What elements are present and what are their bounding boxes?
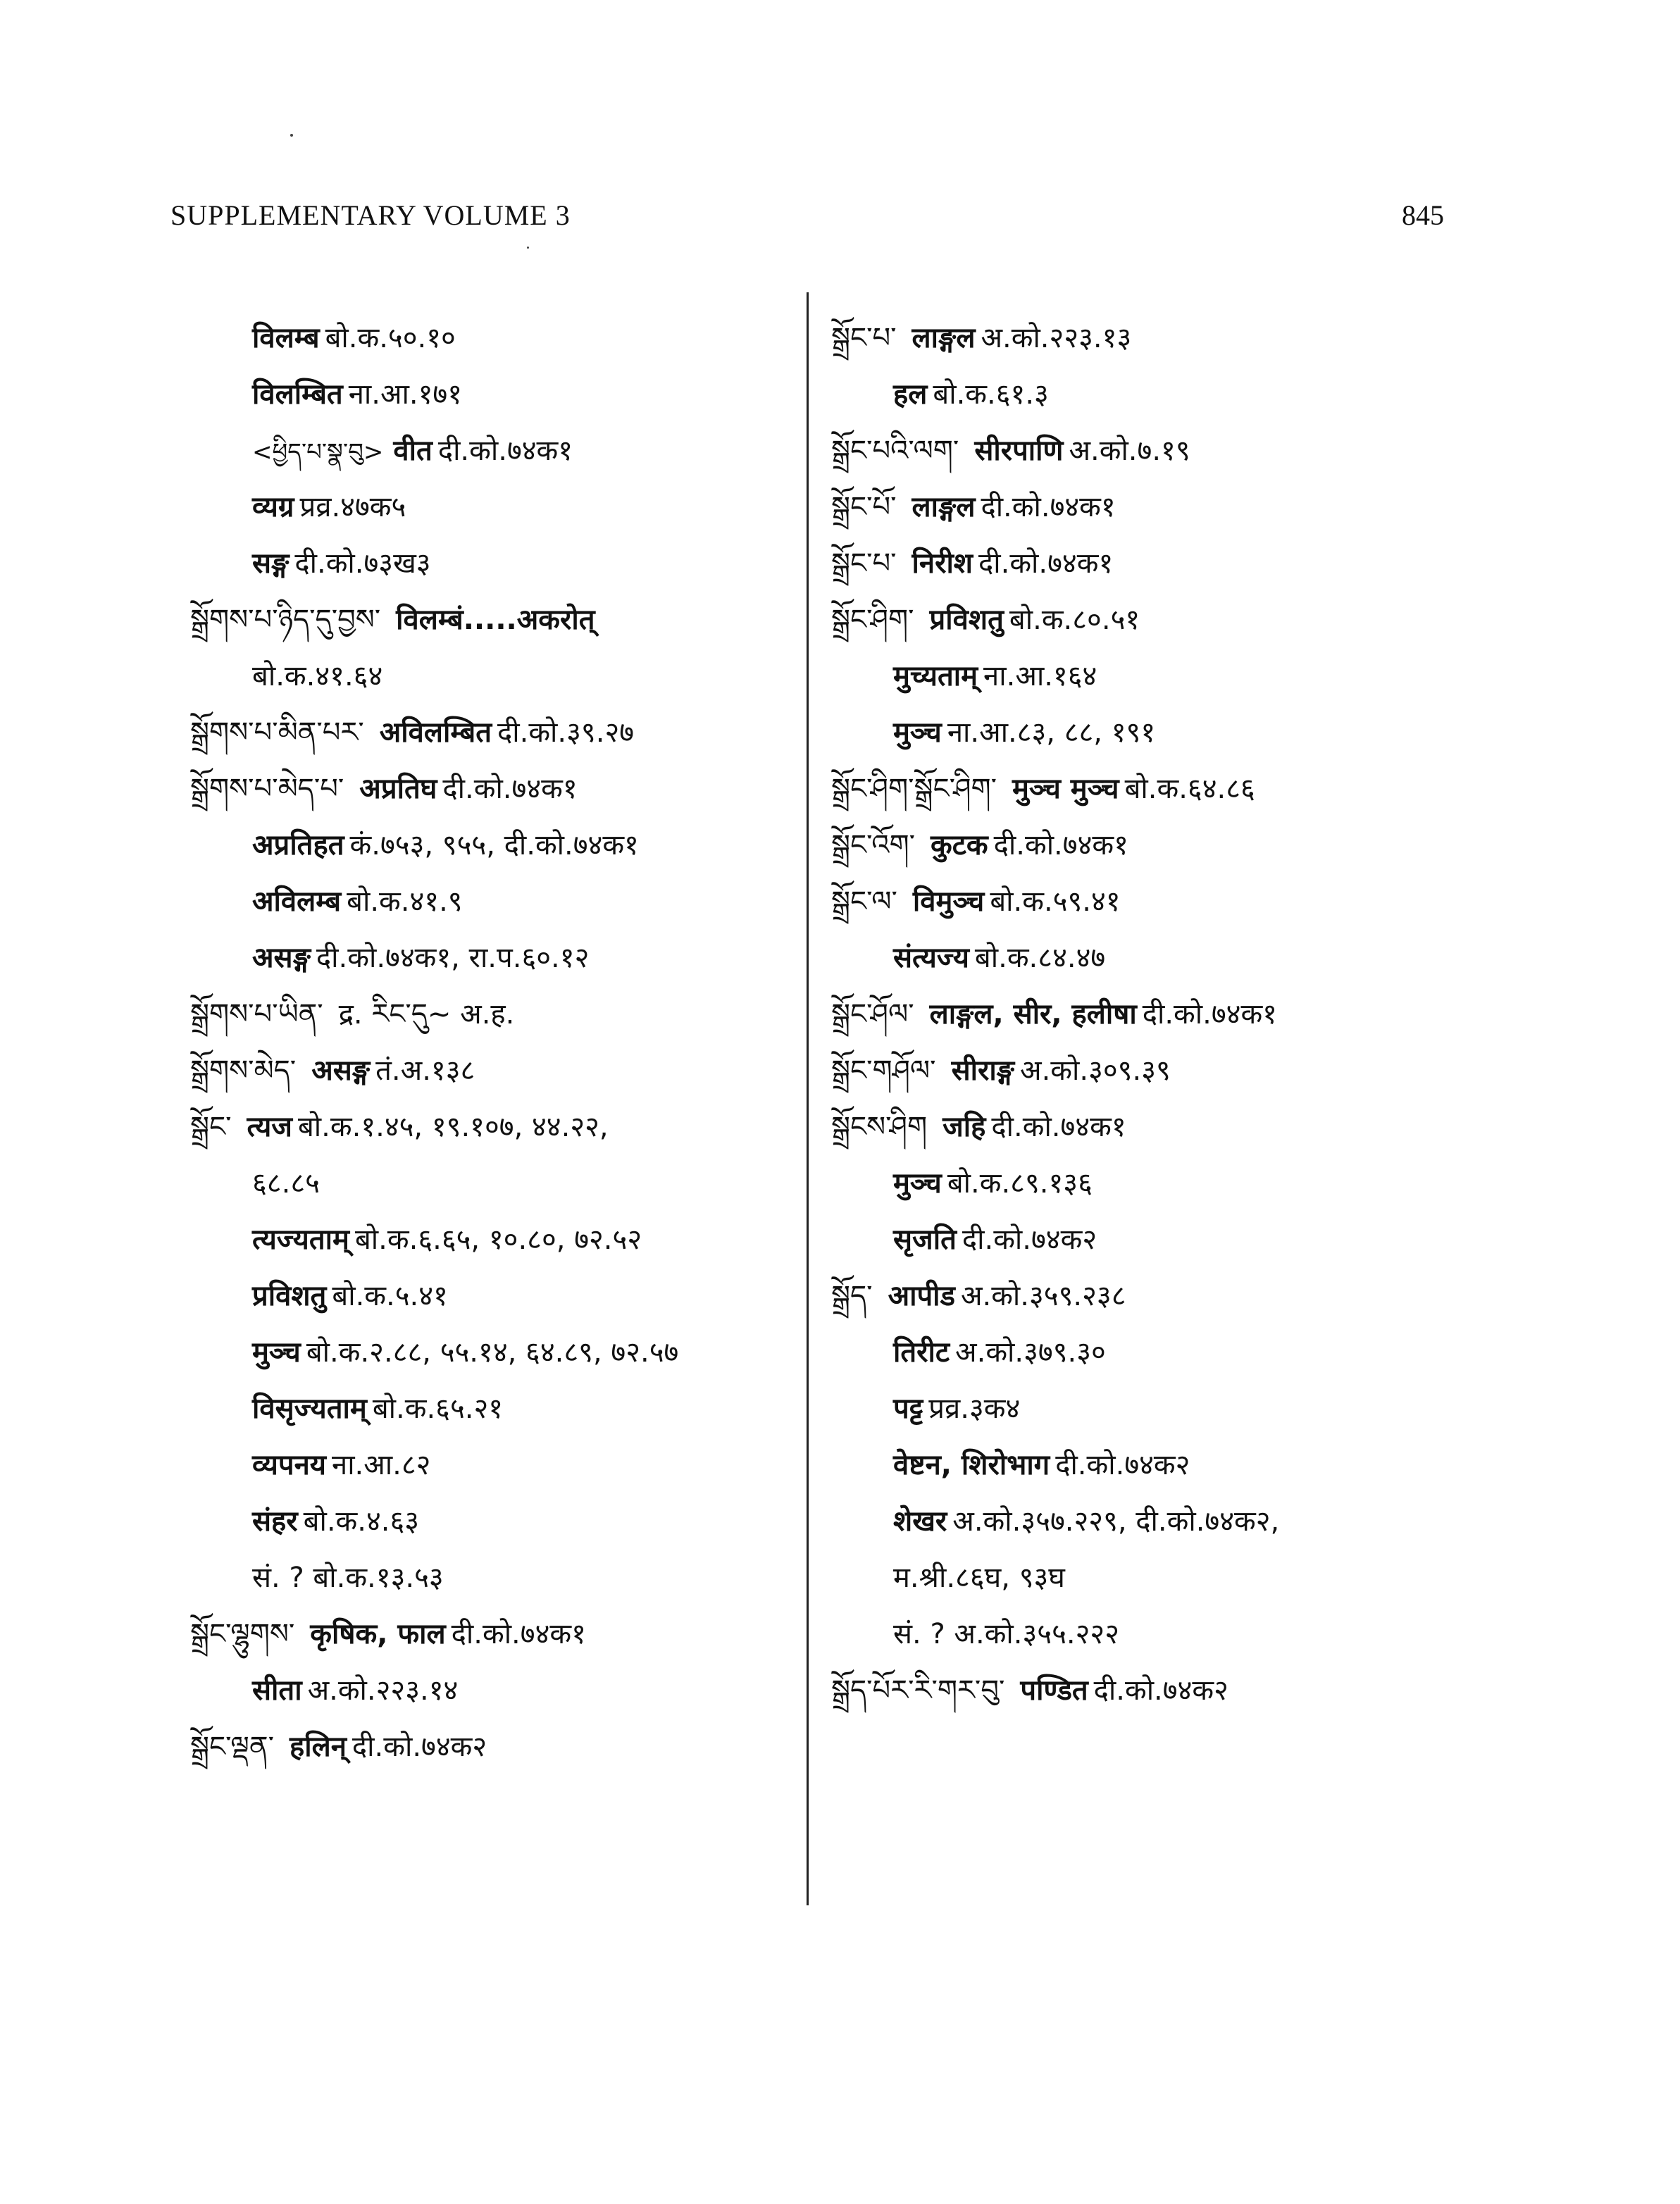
dictionary-entry	[190, 1042, 810, 1099]
tibetan-headword: སྒྲོངས་ཤིག	[831, 1111, 928, 1143]
sanskrit-equivalent: पण्डित	[1020, 1674, 1088, 1707]
source-reference: दी.को.७४क१	[981, 491, 1116, 523]
tibetan-headword: སྒྲོང་ཤིག་སྒྲོང་ཤིག་	[831, 773, 997, 805]
sanskrit-equivalent: सङ्ग	[252, 547, 290, 580]
source-reference: अ.को.३५९.२३८	[960, 1280, 1126, 1312]
sanskrit-equivalent: अविलम्ब	[252, 885, 342, 918]
source-reference: द्र. རིང་དུ~ अ.ह.	[338, 998, 515, 1031]
sanskrit-equivalent: विलम्बं.....अकरोत्	[396, 604, 595, 636]
tibetan-headword: སྒྲོང་པ་	[831, 322, 897, 354]
source-reference: दी.को.७४क२	[962, 1224, 1097, 1256]
dictionary-entry	[831, 1662, 1536, 1719]
dictionary-entry	[831, 1437, 1536, 1493]
source-reference: बो.क.१.४५, १९.१०७, ४४.२२,	[297, 1111, 609, 1143]
source-reference: बो.क.८०.५१	[1009, 604, 1140, 636]
sanskrit-equivalent: अविलम्बित	[379, 716, 492, 749]
source-reference: दी.को.७३ख३	[294, 547, 431, 580]
tibetan-headword: སྒྲོང་ལྷུགས་	[190, 1618, 295, 1650]
source-reference: दी.को.७४क२	[1093, 1674, 1228, 1707]
source-reference: दी.को.७४क१	[991, 1111, 1126, 1143]
dictionary-entry	[190, 761, 810, 817]
dictionary-entry	[831, 1155, 1536, 1212]
sanskrit-equivalent: आपीड	[888, 1280, 955, 1312]
sanskrit-equivalent: मुञ्च	[252, 1336, 301, 1369]
source-reference: दी.को.७४क१	[993, 829, 1128, 861]
source-reference: सं. ? अ.को.३५५.२२२	[893, 1618, 1119, 1650]
source-reference: दी.को.७४क१	[978, 547, 1114, 580]
sanskrit-equivalent: सीता	[252, 1674, 302, 1707]
dictionary-entry	[831, 648, 1536, 704]
source-reference: बो.क.६५.२१	[372, 1393, 504, 1425]
source-reference: ना.आ.१६४	[983, 660, 1097, 692]
dictionary-entry	[831, 1042, 1536, 1099]
source-reference: सं. ? बो.क.१३.५३	[252, 1562, 444, 1594]
source-reference: दी.को.७४क२	[1055, 1449, 1190, 1481]
tibetan-headword: སྒྲོང་པོ་	[831, 491, 897, 523]
tibetan-headword: སྒྲོང་ལ་	[831, 885, 897, 918]
source-reference: बो.क.४१.९	[347, 885, 463, 918]
dictionary-entry	[831, 592, 1536, 648]
dictionary-entry	[190, 986, 810, 1042]
tibetan-headword: སྒྲོང་འོག་	[831, 829, 916, 861]
sanskrit-equivalent: शेखर	[893, 1505, 947, 1538]
sanskrit-equivalent: तिरीट	[893, 1336, 950, 1369]
tibetan-headword: སྒྲོང་པ་	[831, 547, 897, 580]
dictionary-entry	[190, 1493, 810, 1550]
dictionary-entry	[190, 1606, 810, 1662]
dictionary-entry	[190, 535, 810, 592]
sanskrit-equivalent: सीरपाणि	[974, 435, 1064, 467]
sanskrit-equivalent: विलम्ब	[252, 322, 320, 354]
dictionary-entry	[190, 1662, 810, 1719]
sanskrit-equivalent: विलम्बित	[252, 378, 343, 411]
dictionary-entry	[190, 704, 810, 761]
source-reference: ना.आ.८३, ८८, १९१	[947, 716, 1156, 749]
tibetan-headword: སྒྲོང་ཤིག་	[831, 604, 914, 636]
dictionary-entry	[190, 1268, 810, 1324]
dictionary-entry	[190, 930, 810, 986]
dictionary-entry	[190, 1324, 810, 1381]
sanskrit-equivalent: संहर	[252, 1505, 298, 1538]
tibetan-headword: སྒྲོང་ཤོལ་	[831, 998, 914, 1031]
dictionary-entry	[831, 1550, 1536, 1606]
scan-speck	[527, 247, 529, 249]
sanskrit-equivalent: असङ्ग	[252, 942, 311, 974]
sanskrit-equivalent: अप्रतिघ	[359, 773, 437, 805]
dictionary-entry	[190, 366, 810, 423]
dictionary-entry	[831, 1324, 1536, 1381]
source-reference: बो.क.५९.४१	[990, 885, 1121, 918]
sanskrit-equivalent: वेष्टन, शिरोभाग	[893, 1449, 1050, 1481]
dictionary-entry	[831, 704, 1536, 761]
sanskrit-equivalent: व्यपनय	[252, 1449, 326, 1481]
sanskrit-equivalent: विमुञ्च	[912, 885, 985, 918]
tibetan-headword: སྒྲོགས་པ་ཉིད་དུ་བྱས་	[190, 604, 381, 636]
dictionary-entry	[190, 1381, 810, 1437]
dictionary-entry	[831, 930, 1536, 986]
source-reference: प्रव्र.३क४	[928, 1393, 1021, 1425]
tibetan-headword: སྒྲོགས་པ་མིན་པར་	[190, 716, 364, 749]
source-reference: म.श्री.८६घ, ९३घ	[893, 1562, 1065, 1594]
sanskrit-equivalent: प्रविशतु	[252, 1280, 327, 1312]
source-reference: दी.को.७४क१	[451, 1618, 586, 1650]
source-reference: ६८.८५	[252, 1167, 320, 1200]
sanskrit-equivalent: अप्रतिहत	[252, 829, 344, 861]
sanskrit-equivalent: संत्यज्य	[893, 942, 969, 974]
dictionary-entry	[190, 1099, 810, 1155]
dictionary-entry	[831, 1606, 1536, 1662]
sanskrit-equivalent: कुटक	[931, 829, 988, 861]
source-reference: बो.क.४१.६४	[252, 660, 383, 692]
source-reference: बो.क.८९.१३६	[947, 1167, 1093, 1200]
sanskrit-equivalent: प्रविशतु	[929, 604, 1004, 636]
dictionary-entry	[190, 479, 810, 535]
source-reference: बो.क.६.६५, १०.८०, ७२.५२	[354, 1224, 642, 1256]
dictionary-entry	[190, 1437, 810, 1493]
source-reference: अ.को.७.१९	[1069, 435, 1190, 467]
dictionary-entry	[190, 310, 810, 366]
dictionary-entry	[831, 1493, 1536, 1550]
dictionary-entry	[190, 1719, 810, 1775]
sanskrit-equivalent: सृजति	[893, 1224, 957, 1256]
source-reference: दी.को.७४क१	[1142, 998, 1277, 1031]
sanskrit-equivalent: व्यग्र	[252, 491, 294, 523]
source-reference: अ.को.३५७.२२९, दी.को.७४क२,	[952, 1505, 1280, 1538]
source-reference: ना.आ.१७१	[348, 378, 463, 411]
source-reference: दी.को.७४क१	[442, 773, 578, 805]
source-reference: ना.आ.८२	[332, 1449, 431, 1481]
sanskrit-equivalent: लाङ्गल	[911, 322, 976, 354]
sanskrit-equivalent: त्यज	[247, 1111, 292, 1143]
tibetan-headword: སྒྲོང་གཤོལ་	[831, 1054, 936, 1087]
tibetan-headword: སྒྲོང་པའི་ལག་	[831, 435, 959, 467]
sanskrit-equivalent: मुञ्च	[893, 716, 942, 749]
sanskrit-equivalent: वीत	[393, 435, 433, 467]
dictionary-entry	[190, 873, 810, 930]
source-reference: अ.को.२२३.१४	[307, 1674, 459, 1707]
dictionary-entry	[190, 1212, 810, 1268]
sanskrit-equivalent: मुच्यताम्	[893, 660, 978, 692]
tibetan-headword: སྒྲོགས་པ་ཡིན་	[190, 998, 323, 1031]
source-reference: बो.क.२.८८, ५५.१४, ६४.८९, ७२.५७	[306, 1336, 679, 1369]
sanskrit-equivalent: मुञ्च	[893, 1167, 942, 1200]
source-reference: बो.क.६४.८६	[1124, 773, 1255, 805]
sanskrit-equivalent: सीराङ्ग	[951, 1054, 1015, 1087]
source-reference: दी.को.७४क२	[351, 1731, 487, 1763]
source-reference: तं.अ.१३८	[375, 1054, 475, 1087]
dictionary-entry	[831, 873, 1536, 930]
dictionary-entry	[831, 366, 1536, 423]
tibetan-headword: སྒྲོགས་མེད་	[190, 1054, 297, 1087]
dictionary-entry	[831, 479, 1536, 535]
dictionary-entry	[831, 1099, 1536, 1155]
right-column	[831, 310, 1536, 1719]
dictionary-entry	[190, 1155, 810, 1212]
dictionary-entry	[831, 423, 1536, 479]
source-reference: अ.को.२२३.१३	[981, 322, 1132, 354]
sanskrit-equivalent: त्यज्यताम्	[252, 1224, 349, 1256]
left-column	[190, 310, 810, 1775]
source-reference: बो.क.५०.१०	[325, 322, 456, 354]
sanskrit-equivalent: जहि	[942, 1111, 986, 1143]
dictionary-entry	[190, 423, 810, 479]
dictionary-entry	[831, 1268, 1536, 1324]
dictionary-entry	[190, 1550, 810, 1606]
tibetan-headword: སྒྲོང་	[190, 1111, 232, 1143]
scan-speck	[290, 134, 293, 137]
source-reference: अ.को.३७९.३०	[955, 1336, 1106, 1369]
sanskrit-equivalent: मुञ्च मुञ्च	[1012, 773, 1119, 805]
source-reference: दी.को.३९.२७	[497, 716, 635, 749]
sanskrit-equivalent: हल	[893, 378, 928, 411]
source-reference: प्रव्र.४७क५	[299, 491, 406, 523]
dictionary-entry	[190, 817, 810, 873]
sanskrit-equivalent: असङ्ग	[311, 1054, 371, 1087]
dictionary-entry	[831, 817, 1536, 873]
tibetan-headword: སྒྲོད་	[831, 1280, 873, 1312]
source-reference: दी.को.७४क१, रा.प.६०.१२	[316, 942, 590, 974]
sanskrit-equivalent: विसृज्यताम्	[252, 1393, 367, 1425]
dictionary-entry	[831, 761, 1536, 817]
source-reference: अ.को.३०९.३९	[1020, 1054, 1171, 1087]
dictionary-entry	[831, 986, 1536, 1042]
dictionary-entry	[190, 648, 810, 704]
source-reference: कं.७५३, ९५५, दी.को.७४क१	[349, 829, 639, 861]
running-head: SUPPLEMENTARY VOLUME 3	[170, 199, 571, 231]
sanskrit-equivalent: कृषिक, फाल	[310, 1618, 446, 1650]
source-reference: बो.क.६१.३	[933, 378, 1049, 411]
page-header	[0, 199, 1680, 241]
source-reference: बो.क.४.६३	[303, 1505, 420, 1538]
tibetan-headword: སྒྲོགས་པ་མེད་པ་	[190, 773, 344, 805]
dictionary-entry	[831, 535, 1536, 592]
dictionary-entry	[831, 1381, 1536, 1437]
sanskrit-equivalent: निरीश	[911, 547, 973, 580]
source-reference: बो.क.८४.४७	[974, 942, 1106, 974]
sanskrit-equivalent: लाङ्गल	[911, 491, 976, 523]
dictionary-entry	[190, 592, 810, 648]
source-reference: बो.क.५.४१	[332, 1280, 448, 1312]
tibetan-gloss: <ཕྱིད་པ་སྣ་བུ>	[252, 438, 384, 466]
tibetan-headword: སྒྲོད་པོར་རི་གར་བུ་	[831, 1674, 1005, 1707]
page-number: 845	[1402, 199, 1444, 231]
tibetan-headword: སྒྲོང་ལྡན་	[190, 1731, 274, 1763]
sanskrit-equivalent: लाङ्गल, सीर, हलीषा	[929, 998, 1137, 1031]
sanskrit-equivalent: पट्ट	[893, 1393, 923, 1425]
source-reference: दी.को.७४क१	[437, 435, 573, 467]
dictionary-entry	[831, 1212, 1536, 1268]
sanskrit-equivalent: हलिन्	[290, 1731, 347, 1763]
dictionary-entry	[831, 310, 1536, 366]
